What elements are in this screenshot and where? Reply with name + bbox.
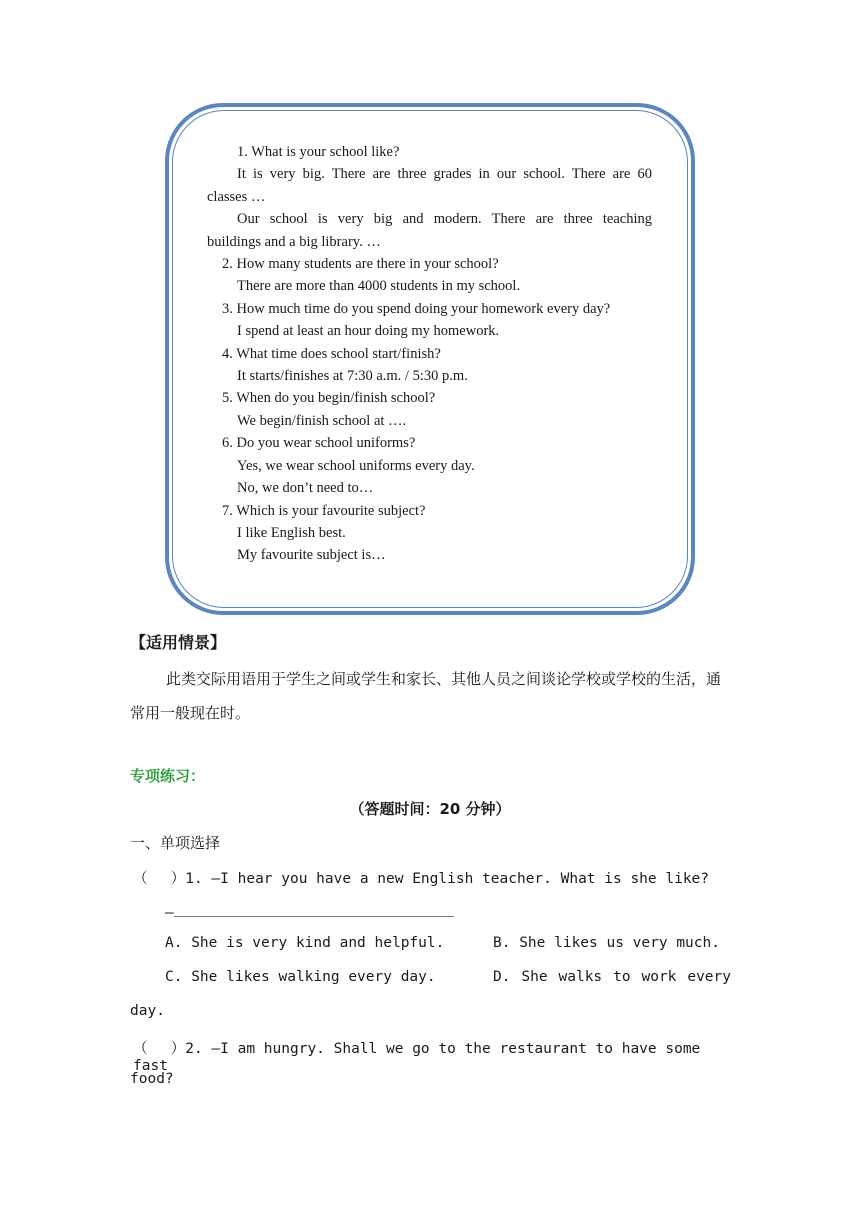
box-line: 2. How many students are there in your school? [222,256,499,273]
box-line: 3. How much time do you spend doing your homework every day? [222,300,611,317]
question-1-answer-line [165,902,454,921]
box-line: There are more than 4000 students in my school. [237,278,521,295]
scenario-paragraph: 此类交际用语用于学生之间或学生和家长、其他人员之间谈论学校或学校的生活，通常用一般现在时。 [130,670,722,722]
section-title: 一、单项选择 [130,834,221,852]
dialogue-box-content [207,141,652,567]
option-c: C. She likes walking every day. [165,969,436,985]
time-note: （答题时间：20 分钟） [349,800,511,818]
practice-title: 专项练习： [130,767,206,785]
box-line: 1. What is your school like? [237,144,400,160]
box-line: classes … [207,188,266,205]
box-line: 5. When do you begin/finish school? [222,390,436,407]
question-1-stem: （ ）1. —I hear you have a new English teacher. What is she like? [133,871,710,887]
option-d-continued: day. [130,1003,165,1019]
box-line: buildings and a big library. … [207,233,381,250]
answer-blank [174,902,454,917]
section-heading-scenario: 【适用情景】 [130,633,227,652]
dash: — [165,905,174,921]
box-line: 7. Which is your favourite subject? [222,502,426,519]
option-a: A. She is very kind and helpful. [165,935,445,951]
box-line: 6. Do you wear school uniforms? [222,435,416,452]
box-line: 4. What time does school start/finish? [222,345,441,362]
question-2-stem: （ ）2. —I am hungry. Shall we go to the restaurant to have some fast [133,1041,701,1074]
box-line: My favourite subject is… [237,547,386,564]
option-d: D. She walks to work every [493,969,731,985]
box-line: I like English best. [237,524,346,541]
box-line: It is very big. There are three grades in our school. There are 60 [237,166,652,183]
box-line: We begin/finish school at …. [237,412,407,429]
option-b: B. She likes us very much. [493,935,720,951]
box-line: Our school is very big and modern. There are three teaching [237,211,652,228]
box-line: Yes, we wear school uniforms every day. [237,457,475,474]
box-line: It starts/finishes at 7:30 a.m. / 5:30 p.m. [237,368,468,385]
question-2-stem-continued: food? [130,1071,174,1087]
box-line: No, we don’t need to… [237,480,374,497]
box-line: I spend at least an hour doing my homework. [237,323,500,340]
